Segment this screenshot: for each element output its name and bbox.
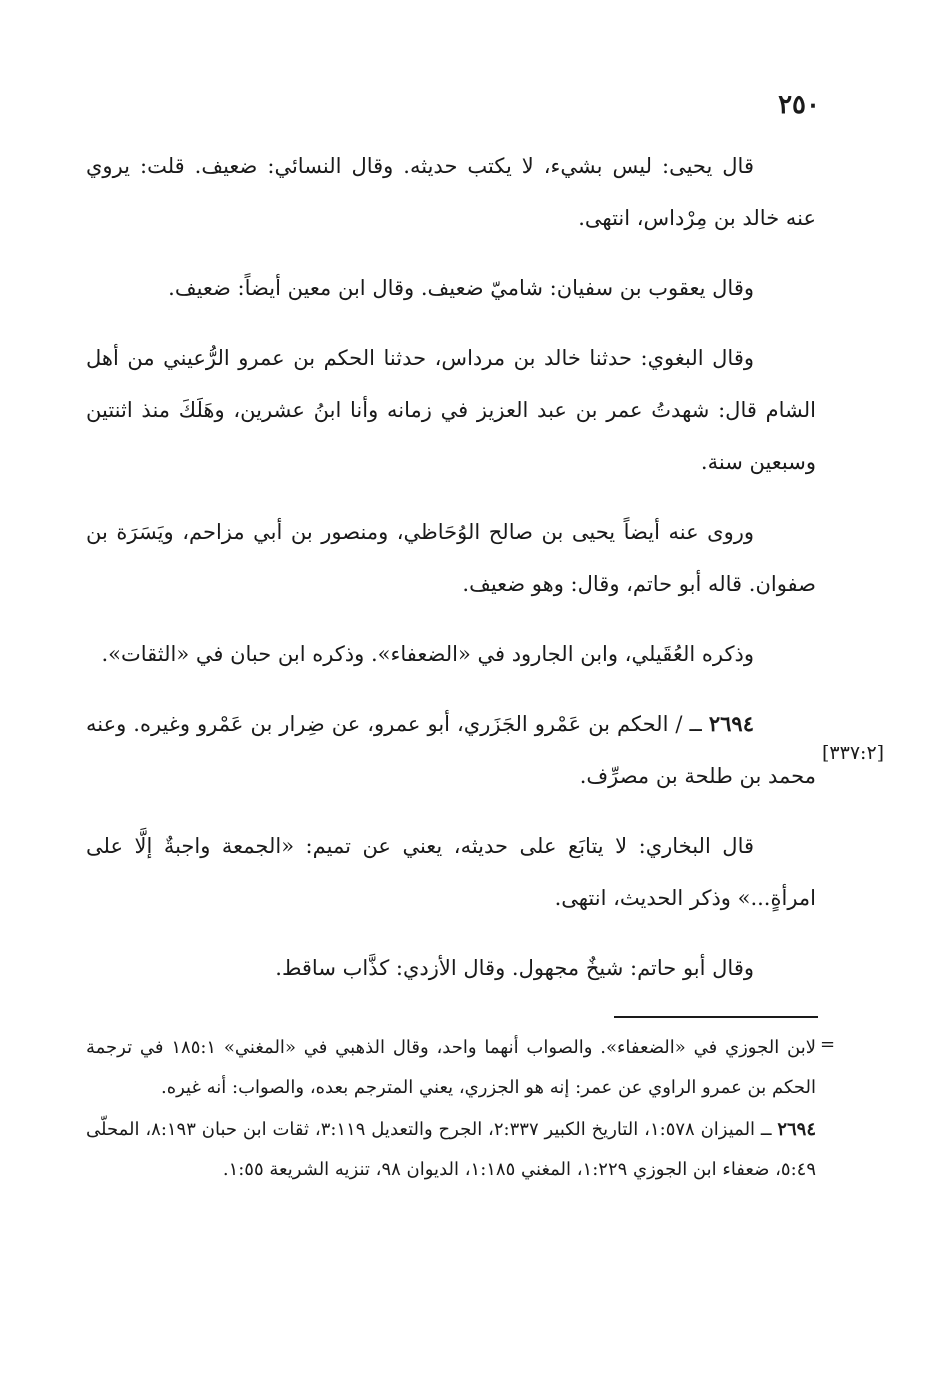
footnote-divider — [614, 1016, 818, 1018]
main-text — [86, 140, 816, 1012]
paragraph-yaqub: وقال يعقوب بن سفيان: شاميّ ضعيف. وقال ابن معين أيضاً: ضعيف. — [168, 276, 754, 300]
footnote-entry-number: ٢٦٩٤ — [777, 1119, 817, 1140]
footnotes — [86, 1028, 816, 1192]
page-number: ٢٥٠ — [778, 90, 820, 120]
paragraph-yahya: قال يحيى: ليس بشيء، لا يكتب حديثه. وقال النسائي: ضعيف. قلت: يروي عنه خالد بن مِرْداس، انتهى. — [86, 154, 816, 230]
footnote-entry-text: ــ الميزان ١:٥٧٨، التاريخ الكبير ٢:٣٣٧، الجرح والتعديل ٣:١١٩، ثقات ابن حبان ٨:١٩٣، المحلّى ٥:٤٩، ضعفاء ابن الجوزي ١:٢٢٩، المغني ١:١٨٥، الديوان ٩٨، تنزيه الشريعة ١:٥٥. — [86, 1119, 816, 1180]
footnote-continuation-mark: = — [820, 1034, 836, 1055]
entry-2694 — [86, 698, 816, 802]
paragraph-rawa-anhu: وروى عنه أيضاً يحيى بن صالح الوُحَاظي، ومنصور بن أبي مزاحم، ويَسَرَة بن صفوان. قاله أبو حاتم، وقال: وهو ضعيف. — [86, 520, 816, 596]
entry-number: ٢٦٩٤ — [708, 711, 754, 736]
margin-reference: [٣٣٧:٢] — [822, 742, 885, 764]
paragraph-bukhari: قال البخاري: لا يتابَع على حديثه، يعني عن تميم: «الجمعة واجبةٌ إلَّا على امرأةٍ...» وذكر الحديث، انتهى. — [86, 834, 816, 910]
paragraph-abu-hatim: وقال أبو حاتم: شيخٌ مجهول. وقال الأزدي: كذَّاب ساقط. — [275, 956, 754, 980]
footnote-2694 — [86, 1110, 816, 1190]
entry-text: ــ / الحكم بن عَمْرو الجَزَري، أبو عمرو، عن ضِرار بن عَمْرو وغيره. وعنه محمد بن طلحة بن مصرِّف. — [86, 712, 816, 788]
footnote-continued: لابن الجوزي في «الضعفاء». والصواب أنهما واحد، وقال الذهبي في «المغني» ١٨٥:١ في ترجمة الحكم بن عمرو الراوي عن عمر: إنه هو الجزري، يعني المترجم بعده، والصواب: أنه غيره. — [86, 1037, 816, 1098]
paragraph-baghawi: وقال البغوي: حدثنا خالد بن مرداس، حدثنا الحكم بن عمرو الرُّعيني من أهل الشام قال: شهدتُ عمر بن عبد العزيز في زمانه وأنا ابنُ عشرين، وهَلَكَ منذ اثنتين وسبعين سنة. — [86, 346, 816, 474]
paragraph-dhakarahu: وذكره العُقَيلي، وابن الجارود في «الضعفاء». وذكره ابن حبان في «الثقات». — [101, 642, 754, 666]
